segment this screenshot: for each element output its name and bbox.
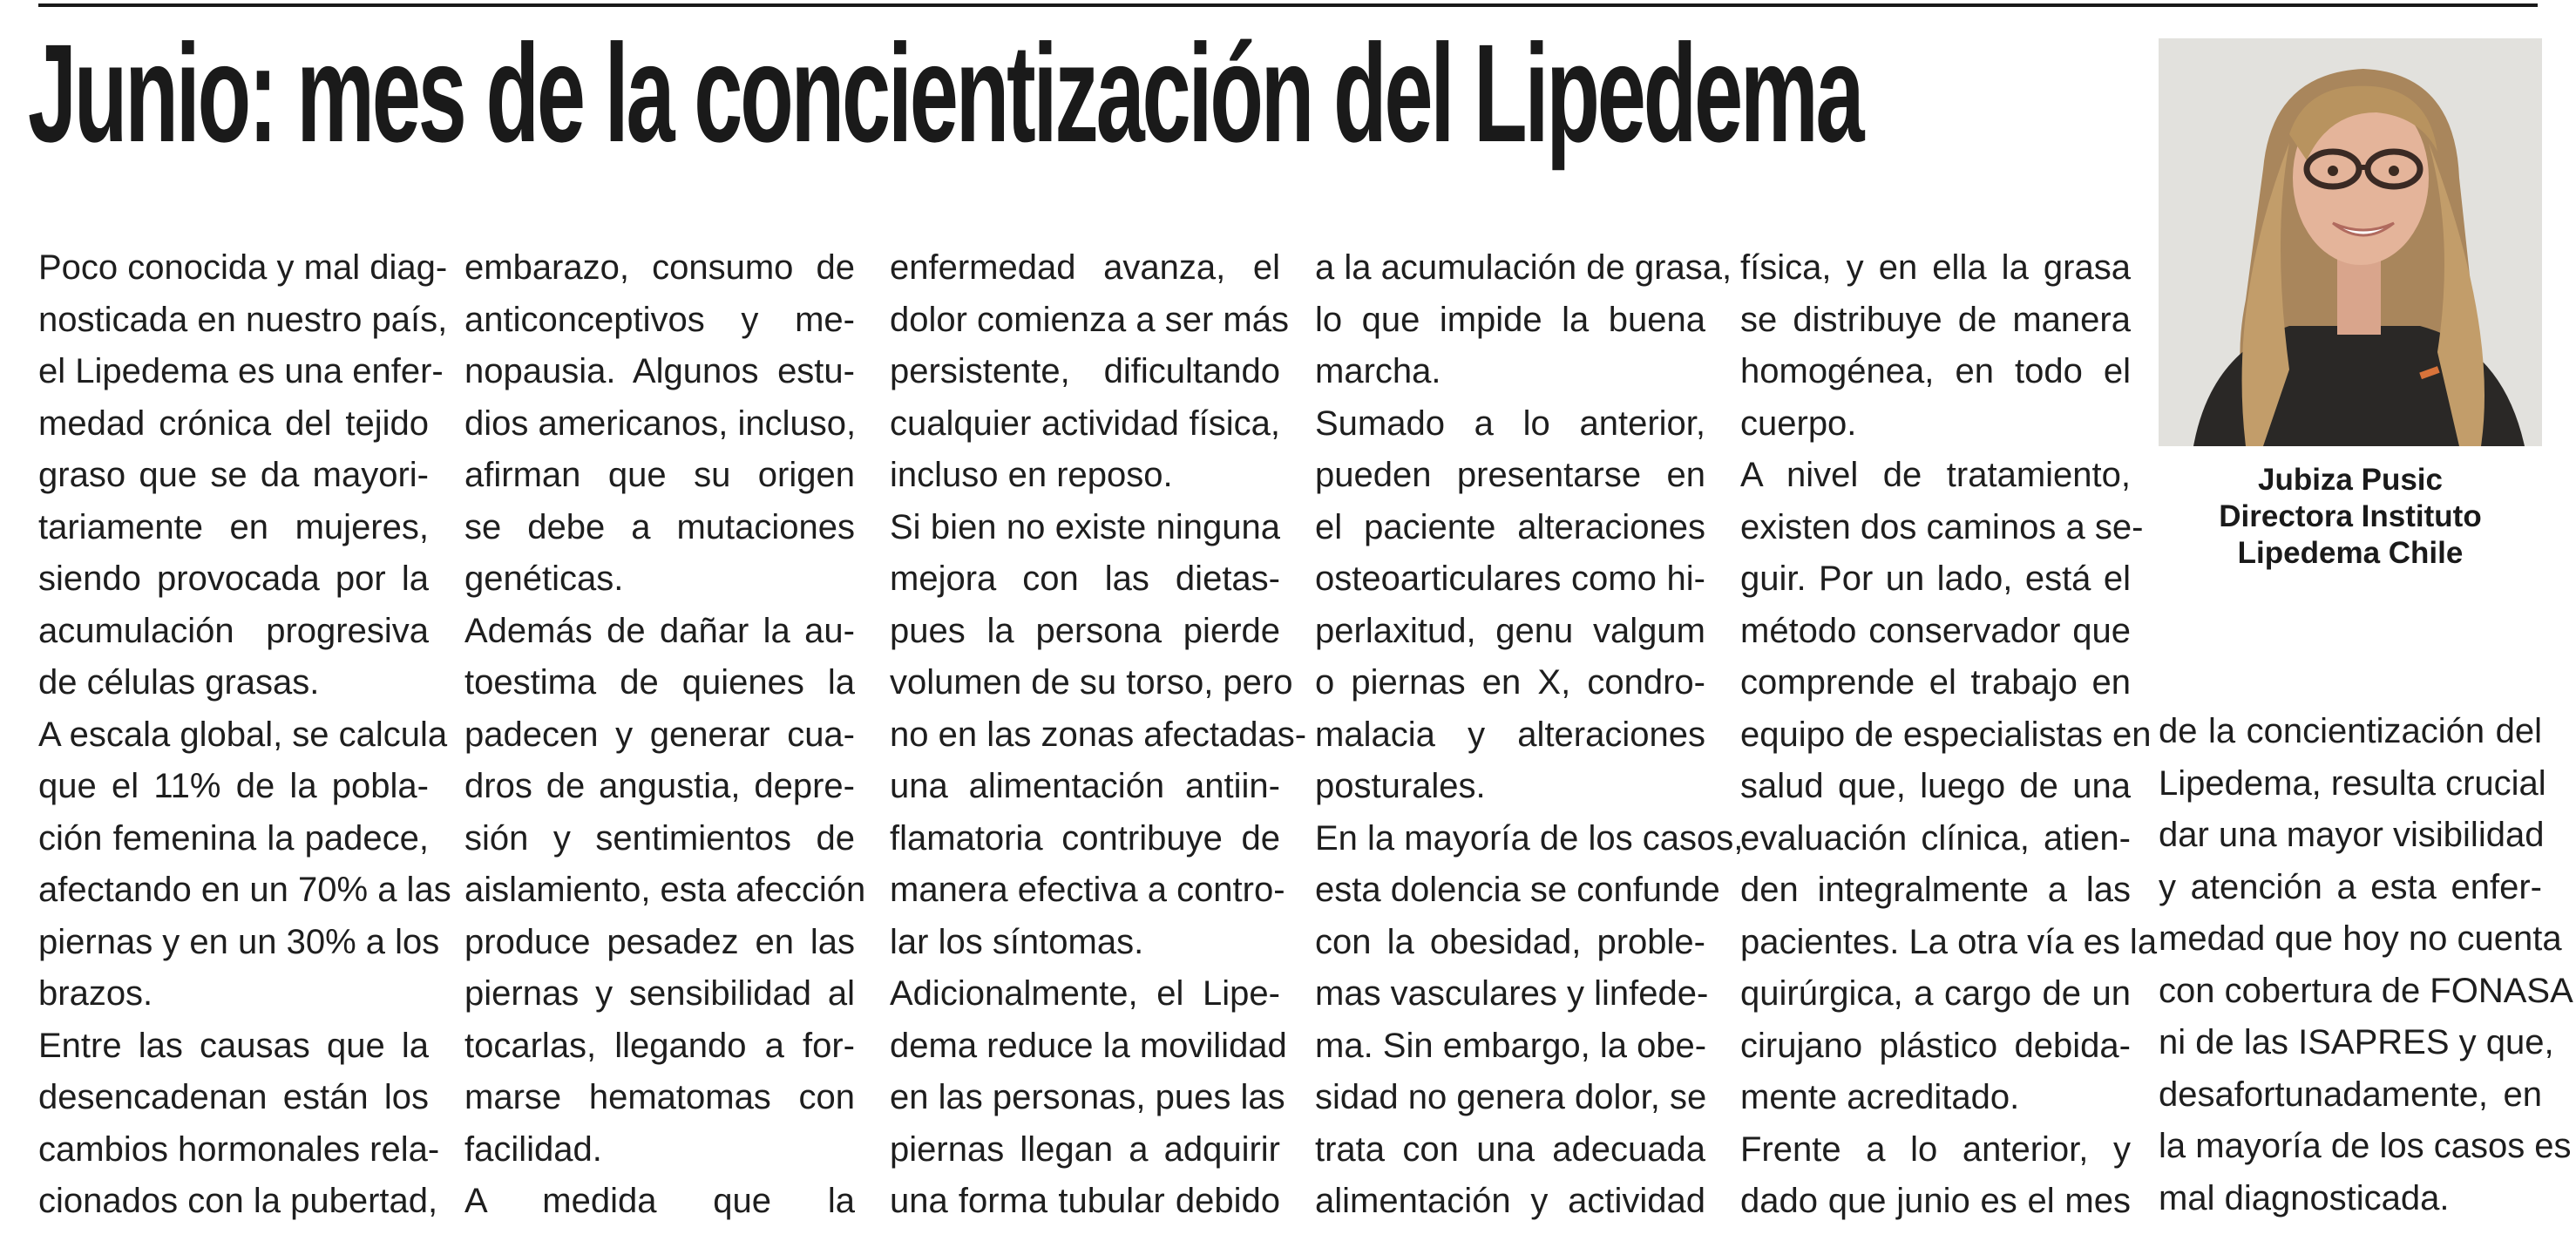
article-line: comprende el trabajo en [1740,663,2131,702]
article-column-3 [890,242,1307,1228]
article-line: marse hematomas con [464,1078,855,1116]
article-line: Lipedema, resulta crucial [2159,763,2546,803]
article-line: aislamiento, esta afección [464,871,866,909]
article-line: guir. Por un lado, está el [1740,559,2131,598]
top-rule [38,3,2538,7]
article-line: mal diagnosticada. [2159,1178,2450,1217]
article-line: osteoarticulares como hi- [1315,559,1705,598]
article-line: desafortunadamente, en [2159,1075,2542,1114]
article-line: toestima de quienes la [464,663,855,702]
article-line: sidad no genera dolor, se [1315,1078,1707,1116]
article-line: tocarlas, llegando a for- [464,1026,855,1065]
article-line: afirman que su origen [464,456,855,494]
article-line: dar una mayor visibilidad [2159,816,2545,854]
headline: Junio: mes de la concientización del Lipedema [28,15,1862,171]
article-line: marcha. [1315,352,1441,390]
photo-caption [2159,462,2542,572]
article-line: ción femenina la padece, [38,818,429,858]
article-line: que el 11% de la pobla- [38,767,429,805]
article-column-4 [1315,242,1744,1228]
article-line: lo que impide la buena [1315,300,1705,339]
article-line: posturales. [1315,767,1486,805]
article-line: esta dolencia se confunde [1315,871,1720,909]
article-line: brazos. [38,974,153,1013]
article-line: produce pesadez en las [464,922,855,961]
article-line: ni de las ISAPRES y que, [2159,1023,2554,1061]
article-line: con cobertura de FONASA [2159,971,2573,1010]
article-line: alimentación y actividad [1315,1182,1705,1220]
article-line: piernas y en un 30% a los [38,922,440,961]
article-line: evaluación clínica, atien- [1740,818,2131,858]
article-line: no en las zonas afectadas- [890,715,1307,754]
article-line: dado que junio es el mes [1740,1182,2131,1220]
article-line: de la concientización del [2159,712,2542,750]
article-line: cualquier actividad física, [890,403,1280,443]
article-line: quirúrgica, a cargo de un [1740,974,2131,1013]
article-line: cionados con la pubertad, [38,1182,438,1220]
article-line: malacia y alteraciones [1315,715,1705,754]
article-line: medad crónica del tejido [38,403,429,443]
article-line: A escala global, se calcula [38,715,448,754]
article-line: persistente, dificultando [890,352,1280,390]
article-line: cambios hormonales rela- [38,1129,440,1169]
article-column-2 [464,242,866,1228]
article-line: existen dos caminos a se- [1740,507,2144,546]
article-line: genéticas. [464,559,624,598]
article-line: volumen de su torso, pero [890,663,1293,702]
article-line: perlaxitud, genu valgum [1315,611,1705,650]
article-line: mente acreditado. [1740,1078,2020,1116]
article-line: anticonceptivos y me- [464,300,855,339]
article-line: una forma tubular debido [890,1182,1280,1220]
article-line: dema reduce la movilidad [890,1026,1287,1065]
article-line: Poco conocida y mal diag- [38,248,448,287]
article-line: trata con una adecuada [1315,1129,1705,1169]
article-line: ma. Sin embargo, la obe- [1315,1026,1707,1065]
article-line: cirujano plástico debida- [1740,1026,2131,1065]
article-line: tariamente en mujeres, [38,507,429,546]
article-line: con la obesidad, proble- [1315,922,1705,961]
article-line: nosticada en nuestro país, [38,300,448,339]
article-line: graso que se da mayori- [38,456,429,494]
article-line: desencadenan están los [38,1078,429,1116]
article-line: Sumado a lo anterior, [1315,403,1705,443]
article-line: homogénea, en todo el [1740,352,2131,390]
article-line: Además de dañar la au- [464,611,855,650]
article-column-6 [2159,706,2573,1224]
article-line: den integralmente a las [1740,871,2131,909]
article-line: nopausia. Algunos estu- [464,352,855,390]
article-line: equipo de especialistas en [1740,715,2152,754]
article-line: se distribuye de manera [1740,300,2131,339]
article-line: acumulación progresiva [38,611,429,650]
caption-role-line-2: Lipedema Chile [2237,536,2464,570]
article-line: enfermedad avanza, el [890,248,1280,287]
article-line: física, y en ella la grasa [1740,248,2131,287]
article-line: Frente a lo anterior, y [1740,1129,2131,1169]
article-line: método conservador que [1740,611,2131,650]
article-line: incluso en reposo. [890,456,1173,494]
article-line: salud que, luego de una [1740,767,2131,805]
portrait-illustration [2159,38,2542,446]
article-line: la mayoría de los casos es [2159,1127,2572,1165]
article-line: manera efectiva a contro- [890,871,1285,909]
article-line: siendo provocada por la [38,559,429,598]
article-line: flamatoria contribuye de [890,818,1280,858]
article-line: lar los síntomas. [890,922,1144,961]
article-line: En la mayoría de los casos, [1315,818,1744,858]
article-line: dios americanos, incluso, [464,403,857,443]
article-line: pueden presentarse en [1315,456,1705,494]
article-line: dolor comienza a ser más [890,300,1289,339]
article-column-1 [38,242,451,1228]
article-line: Si bien no existe ninguna [890,507,1280,546]
portrait-photo [2159,38,2542,446]
article-line: el Lipedema es una enfer- [38,352,444,390]
article-line: mejora con las dietas- [890,559,1280,598]
article-line: A nivel de tratamiento, [1740,456,2131,494]
article-line: se debe a mutaciones [464,507,855,546]
article-line: piernas llegan a adquirir [890,1129,1280,1169]
article-line: pacientes. La otra vía es la [1740,922,2158,961]
article-line: pues la persona pierde [890,611,1280,650]
caption-name: Jubiza Pusic [2257,463,2444,497]
article-line: en las personas, pues las [890,1078,1285,1116]
article-line: mas vasculares y linfede- [1315,974,1709,1013]
article-line: de células grasas. [38,663,320,702]
article-line: piernas y sensibilidad al [464,974,855,1013]
article-line: medad que hoy no cuenta [2159,919,2562,958]
article-column-5 [1740,242,2158,1228]
article-line: dros de angustia, depre- [464,767,855,805]
article-line: facilidad. [464,1129,602,1169]
article-line: sión y sentimientos de [464,818,855,858]
article-line: padecen y generar cua- [464,715,855,754]
article-line: Adicionalmente, el Lipe- [890,974,1280,1013]
article-line: o piernas en X, condro- [1315,663,1705,702]
article-line: el paciente alteraciones [1315,507,1705,546]
article-line: y atención a esta enfer- [2159,867,2542,906]
article-line: una alimentación antiin- [890,767,1280,805]
article-line: embarazo, consumo de [464,248,855,287]
article-line: afectando en un 70% a las [38,871,451,909]
caption-role-line-1: Directora Instituto [2219,499,2482,533]
article-line: Entre las causas que la [38,1026,429,1065]
article-line: cuerpo. [1740,403,1857,443]
article-line: a la acumulación de grasa, [1315,248,1732,287]
article-line: A medida que la [464,1182,855,1220]
